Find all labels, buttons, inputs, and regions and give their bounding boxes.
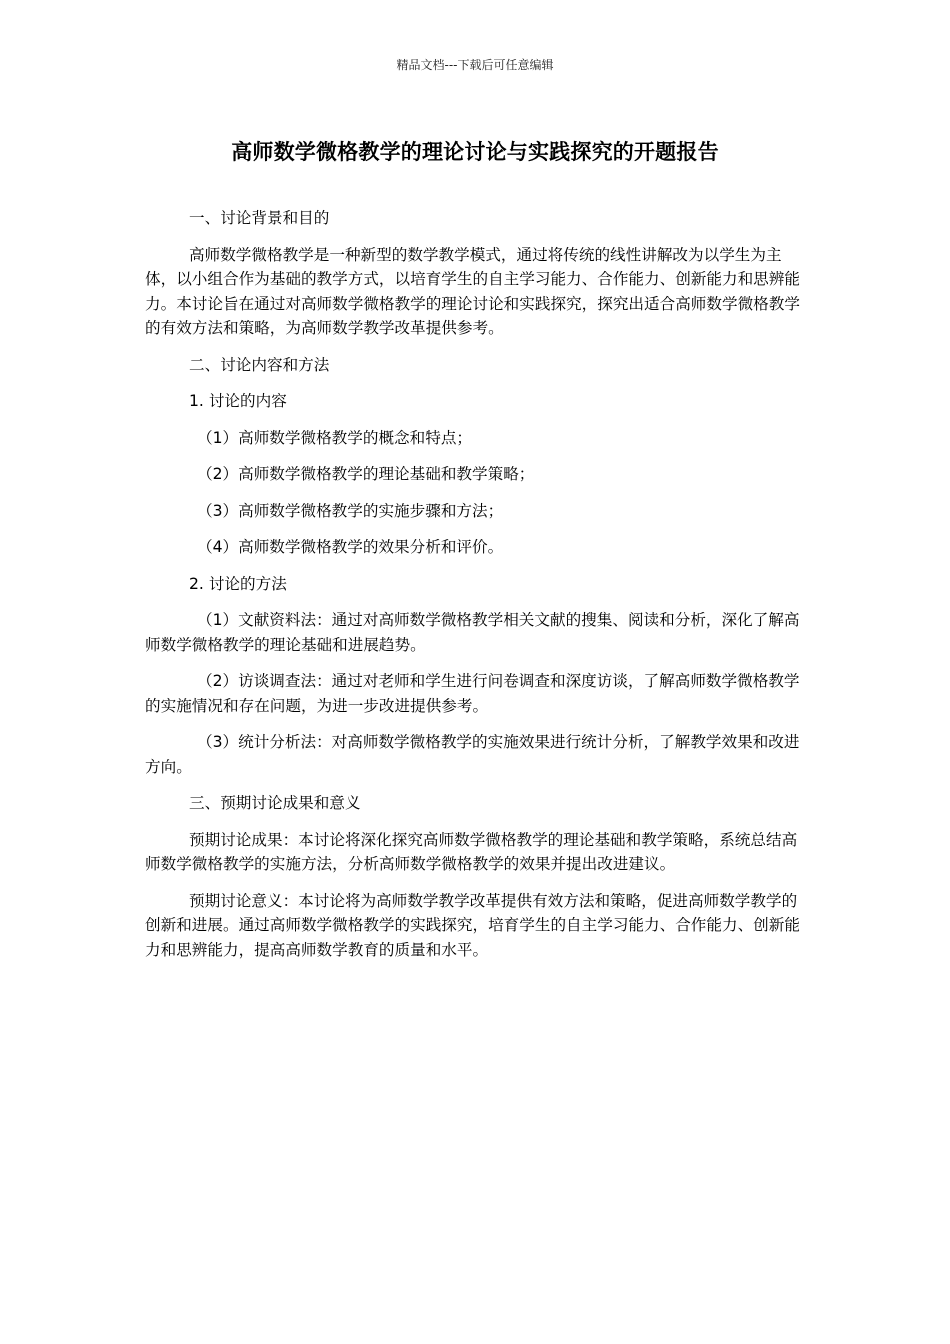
paragraph-background: 高师数学微格教学是一种新型的数学教学模式，通过将传统的线性讲解改为以学生为主体，以小组合作为基础的教学方式，以培育学生的自主学习能力、合作能力、创新能力和思辨能力。本讨论旨在通过对高师数学微格教学的理论讨论和实践探究，探究出适合高师数学微格教学的有效方法和策略，为高师数学教学改革提供参考。 (145, 245, 800, 337)
section-heading-expected-results: 三、预期讨论成果和意义 (189, 794, 361, 812)
method-item: （1）文献资料法：通过对高师数学微格教学相关文献的搜集、阅读和分析，深化了解高师数学微格教学的理论基础和进展趋势。 (145, 611, 800, 654)
list-item: （4）高师数学微格教学的效果分析和评价。 (197, 538, 504, 556)
section-heading-content-method: 二、讨论内容和方法 (189, 355, 330, 374)
section-heading-background: 一、讨论背景和目的 (189, 209, 330, 227)
subsection-heading-method: 2. 讨论的方法 (189, 574, 287, 593)
document-body (145, 206, 805, 974)
paragraph-expected-results: 预期讨论成果：本讨论将深化探究高师数学微格教学的理论基础和教学策略，系统总结高师数学微格教学的实施方法，分析高师数学微格教学的效果并提出改进建议。 (145, 830, 798, 873)
page-header: 精品文档---下载后可任意编辑 (396, 58, 554, 72)
list-item: （2）高师数学微格教学的理论基础和教学策略； (197, 465, 535, 483)
paragraph-expected-significance: 预期讨论意义：本讨论将为高师数学教学改革提供有效方法和策略，促进高师数学教学的创新和进展。通过高师数学微格教学的实践探究，培育学生的自主学习能力、合作能力、创新能力和思辨能力，提高高师数学教育的质量和水平。 (145, 891, 800, 959)
method-item: （3）统计分析法：对高师数学微格教学的实施效果进行统计分析，了解教学效果和改进方向。 (145, 733, 800, 776)
list-item: （1）高师数学微格教学的概念和特点； (197, 428, 473, 447)
document-title: 高师数学微格教学的理论讨论与实践探究的开题报告 (231, 140, 719, 164)
subsection-heading-content: 1. 讨论的内容 (189, 392, 287, 410)
method-item: （2）访谈调查法：通过对老师和学生进行问卷调查和深度访谈，了解高师数学微格教学的实施情况和存在问题，为进一步改进提供参考。 (145, 672, 800, 715)
list-item: （3）高师数学微格教学的实施步骤和方法； (197, 501, 504, 520)
